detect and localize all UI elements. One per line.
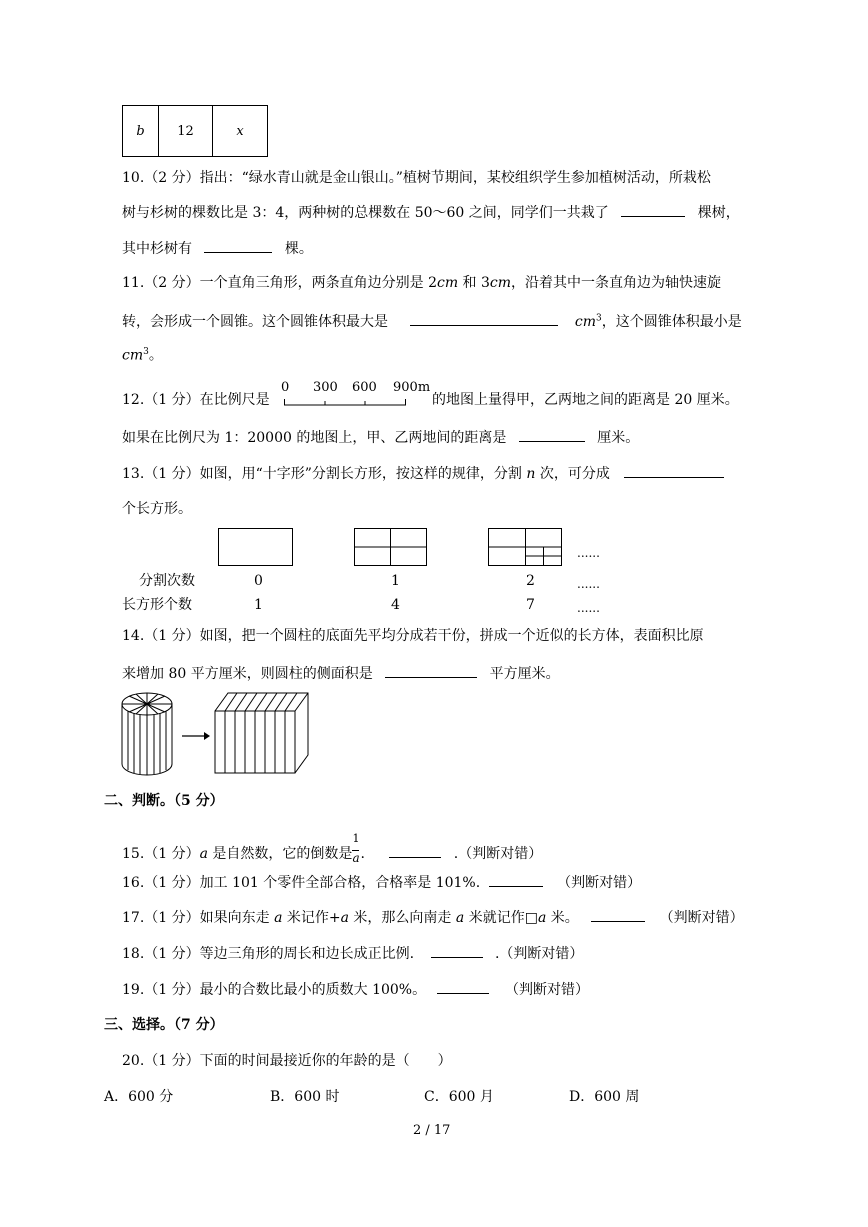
q15-text: 是自然数，它的倒数是 bbox=[207, 846, 353, 862]
q11-line2 bbox=[122, 313, 742, 329]
q10-line3 bbox=[122, 240, 313, 256]
scale-label: 300 bbox=[313, 380, 338, 395]
rect-value: 7 bbox=[526, 597, 535, 613]
q11-text: 转，会形成一个圆锥。这个圆锥体积最大是 bbox=[122, 314, 388, 330]
rectangle-split-figure bbox=[218, 528, 568, 570]
q19-text: （判断对错） bbox=[505, 982, 590, 998]
q17-text: 米。 bbox=[546, 910, 579, 926]
fraction-numerator: 1 bbox=[352, 832, 360, 845]
q16-text: 16.（1 分）加工 101 个零件全部合格，合格率是 101%. bbox=[122, 875, 481, 891]
q15-line bbox=[122, 832, 543, 865]
q18-line bbox=[122, 945, 583, 961]
cylinder-to-cuboid-figure bbox=[120, 690, 320, 780]
unit-cm: cm bbox=[574, 314, 597, 330]
q12-text: 如果在比例尺为 1：20000 的地图上，甲、乙两地间的距离是 bbox=[122, 430, 507, 446]
q12-text: 厘米。 bbox=[597, 430, 640, 446]
unit-cm: cm bbox=[122, 347, 144, 364]
q10-text: 其中杉树有 bbox=[122, 241, 192, 257]
option-b[interactable]: B．600 时 bbox=[270, 1089, 340, 1105]
ellipsis: ...... bbox=[577, 577, 600, 591]
row-label-rects: 长方形个数 bbox=[122, 597, 192, 613]
q20-stem: 20.（1 分）下面的时间最接近你的年龄的是（ ） bbox=[122, 1053, 452, 1069]
q18-text: 18.（1 分）等边三角形的周长和边长成正比例. bbox=[122, 946, 415, 962]
answer-blank[interactable] bbox=[489, 874, 543, 887]
q17-text: 米记作+ bbox=[282, 910, 341, 926]
answer-blank[interactable] bbox=[591, 909, 645, 922]
rect-value: 1 bbox=[254, 597, 263, 613]
table-cell: 12 bbox=[159, 106, 213, 157]
q13-line1 bbox=[122, 465, 724, 481]
missing-glyph: □ bbox=[524, 910, 538, 926]
scale-label: 600 bbox=[352, 380, 377, 395]
q11-text: 11.（2 分）一个直角三角形，两条直角边分别是 2 bbox=[122, 275, 437, 291]
q19-line bbox=[122, 981, 589, 997]
scale-bar bbox=[284, 397, 414, 407]
ellipsis: ...... bbox=[577, 601, 600, 615]
q14-line2 bbox=[122, 665, 560, 681]
option-a[interactable]: A．600 分 bbox=[104, 1089, 174, 1105]
q12-line2 bbox=[122, 429, 639, 445]
ellipsis: ...... bbox=[577, 546, 600, 560]
var-a: a bbox=[455, 910, 465, 926]
q15-text: .（判断对错） bbox=[453, 846, 543, 862]
q13-text: 次，可分成 bbox=[535, 466, 610, 482]
top-table bbox=[122, 105, 268, 157]
var-a: a bbox=[340, 910, 349, 926]
rect-value: 4 bbox=[391, 597, 400, 613]
q16-text: （判断对错） bbox=[557, 875, 642, 891]
option-c[interactable]: C．600 月 bbox=[424, 1089, 494, 1105]
option-d[interactable]: D．600 周 bbox=[569, 1089, 640, 1105]
count-value: 2 bbox=[526, 573, 535, 589]
answer-blank[interactable] bbox=[385, 665, 477, 678]
answer-blank[interactable] bbox=[204, 240, 272, 253]
var-a: a bbox=[274, 910, 283, 926]
section-heading: 二、判断。（5 分） bbox=[104, 793, 224, 809]
q18-text: .（判断对错） bbox=[494, 946, 584, 962]
answer-blank[interactable] bbox=[410, 313, 558, 326]
q15-text: . bbox=[360, 846, 365, 862]
q13-line2: 个长方形。 bbox=[122, 501, 192, 517]
var-a: a bbox=[537, 910, 547, 926]
q10-line1: 10.（2 分）指出：“绿水青山就是金山银山。”植树节期间，某校组织学生参加植树活动，所栽松 bbox=[122, 170, 711, 186]
answer-blank[interactable] bbox=[431, 945, 483, 958]
q14-line1: 14.（1 分）如图，把一个圆柱的底面先平均分成若干份，拼成一个近似的长方体，表面积比原 bbox=[122, 628, 704, 644]
unit-cm: cm bbox=[436, 275, 459, 291]
q10-text: 棵。 bbox=[284, 241, 313, 257]
q13-text: 13.（1 分）如图，用“十字形”分割长方形，按这样的规律，分割 bbox=[122, 466, 527, 482]
q19-text: 19.（1 分）最小的合数比最小的质数大 100%。 bbox=[122, 982, 427, 998]
page-number: 2 / 17 bbox=[413, 1123, 451, 1138]
q17-text: （判断对错） bbox=[659, 910, 744, 926]
superscript: 3 bbox=[596, 313, 602, 324]
table-cell: b bbox=[123, 106, 159, 157]
answer-blank[interactable] bbox=[519, 429, 585, 442]
q10-text: 棵树， bbox=[697, 205, 740, 221]
answer-blank[interactable] bbox=[389, 845, 441, 858]
q11-text: ，沿着其中一条直角边为轴快速旋 bbox=[511, 275, 722, 291]
scale-label: 0 bbox=[281, 380, 290, 395]
count-value: 0 bbox=[254, 573, 263, 589]
var-n: n bbox=[526, 466, 536, 482]
q10-text: 树与杉树的棵数比是 3：4，两种树的总棵数在 50～60 之间，同学们一共栽了 bbox=[122, 205, 609, 221]
answer-blank[interactable] bbox=[624, 465, 724, 478]
scale-label: 900m bbox=[393, 380, 431, 395]
q11-text: 。 bbox=[148, 347, 163, 364]
table-cell: x bbox=[213, 106, 268, 157]
q11-line1 bbox=[122, 276, 721, 290]
unit-cm: cm bbox=[489, 275, 512, 291]
section-heading: 三、选择。（7 分） bbox=[104, 1017, 224, 1033]
q17-text: 米就记作 bbox=[464, 910, 525, 926]
q14-text: 来增加 80 平方厘米，则圆柱的侧面积是 bbox=[122, 666, 373, 682]
fraction-denominator: a bbox=[352, 851, 360, 865]
q15-text: 15.（1 分） bbox=[122, 846, 200, 862]
q12-line1a: 12.（1 分）在比例尺是 bbox=[122, 392, 270, 408]
row-label-count: 分割次数 bbox=[139, 573, 195, 589]
q16-line bbox=[122, 874, 641, 890]
answer-blank[interactable] bbox=[621, 204, 685, 217]
q11-text: ，这个圆锥体积最小是 bbox=[601, 314, 742, 330]
answer-blank[interactable] bbox=[437, 981, 489, 994]
q17-text: 米，那么向南走 bbox=[348, 910, 456, 926]
q11-text: 和 3 bbox=[458, 275, 490, 291]
q17-text: 17.（1 分）如果向东走 bbox=[122, 910, 275, 926]
q17-line bbox=[122, 909, 744, 925]
q12-line1b: 的地图上量得甲，乙两地之间的距离是 20 厘米。 bbox=[432, 392, 739, 408]
q14-text: 平方厘米。 bbox=[489, 666, 560, 682]
q11-line3 bbox=[122, 348, 163, 363]
superscript: 3 bbox=[143, 347, 149, 357]
q10-line2 bbox=[122, 204, 740, 220]
count-value: 1 bbox=[391, 573, 400, 589]
var-a: a bbox=[199, 846, 208, 862]
